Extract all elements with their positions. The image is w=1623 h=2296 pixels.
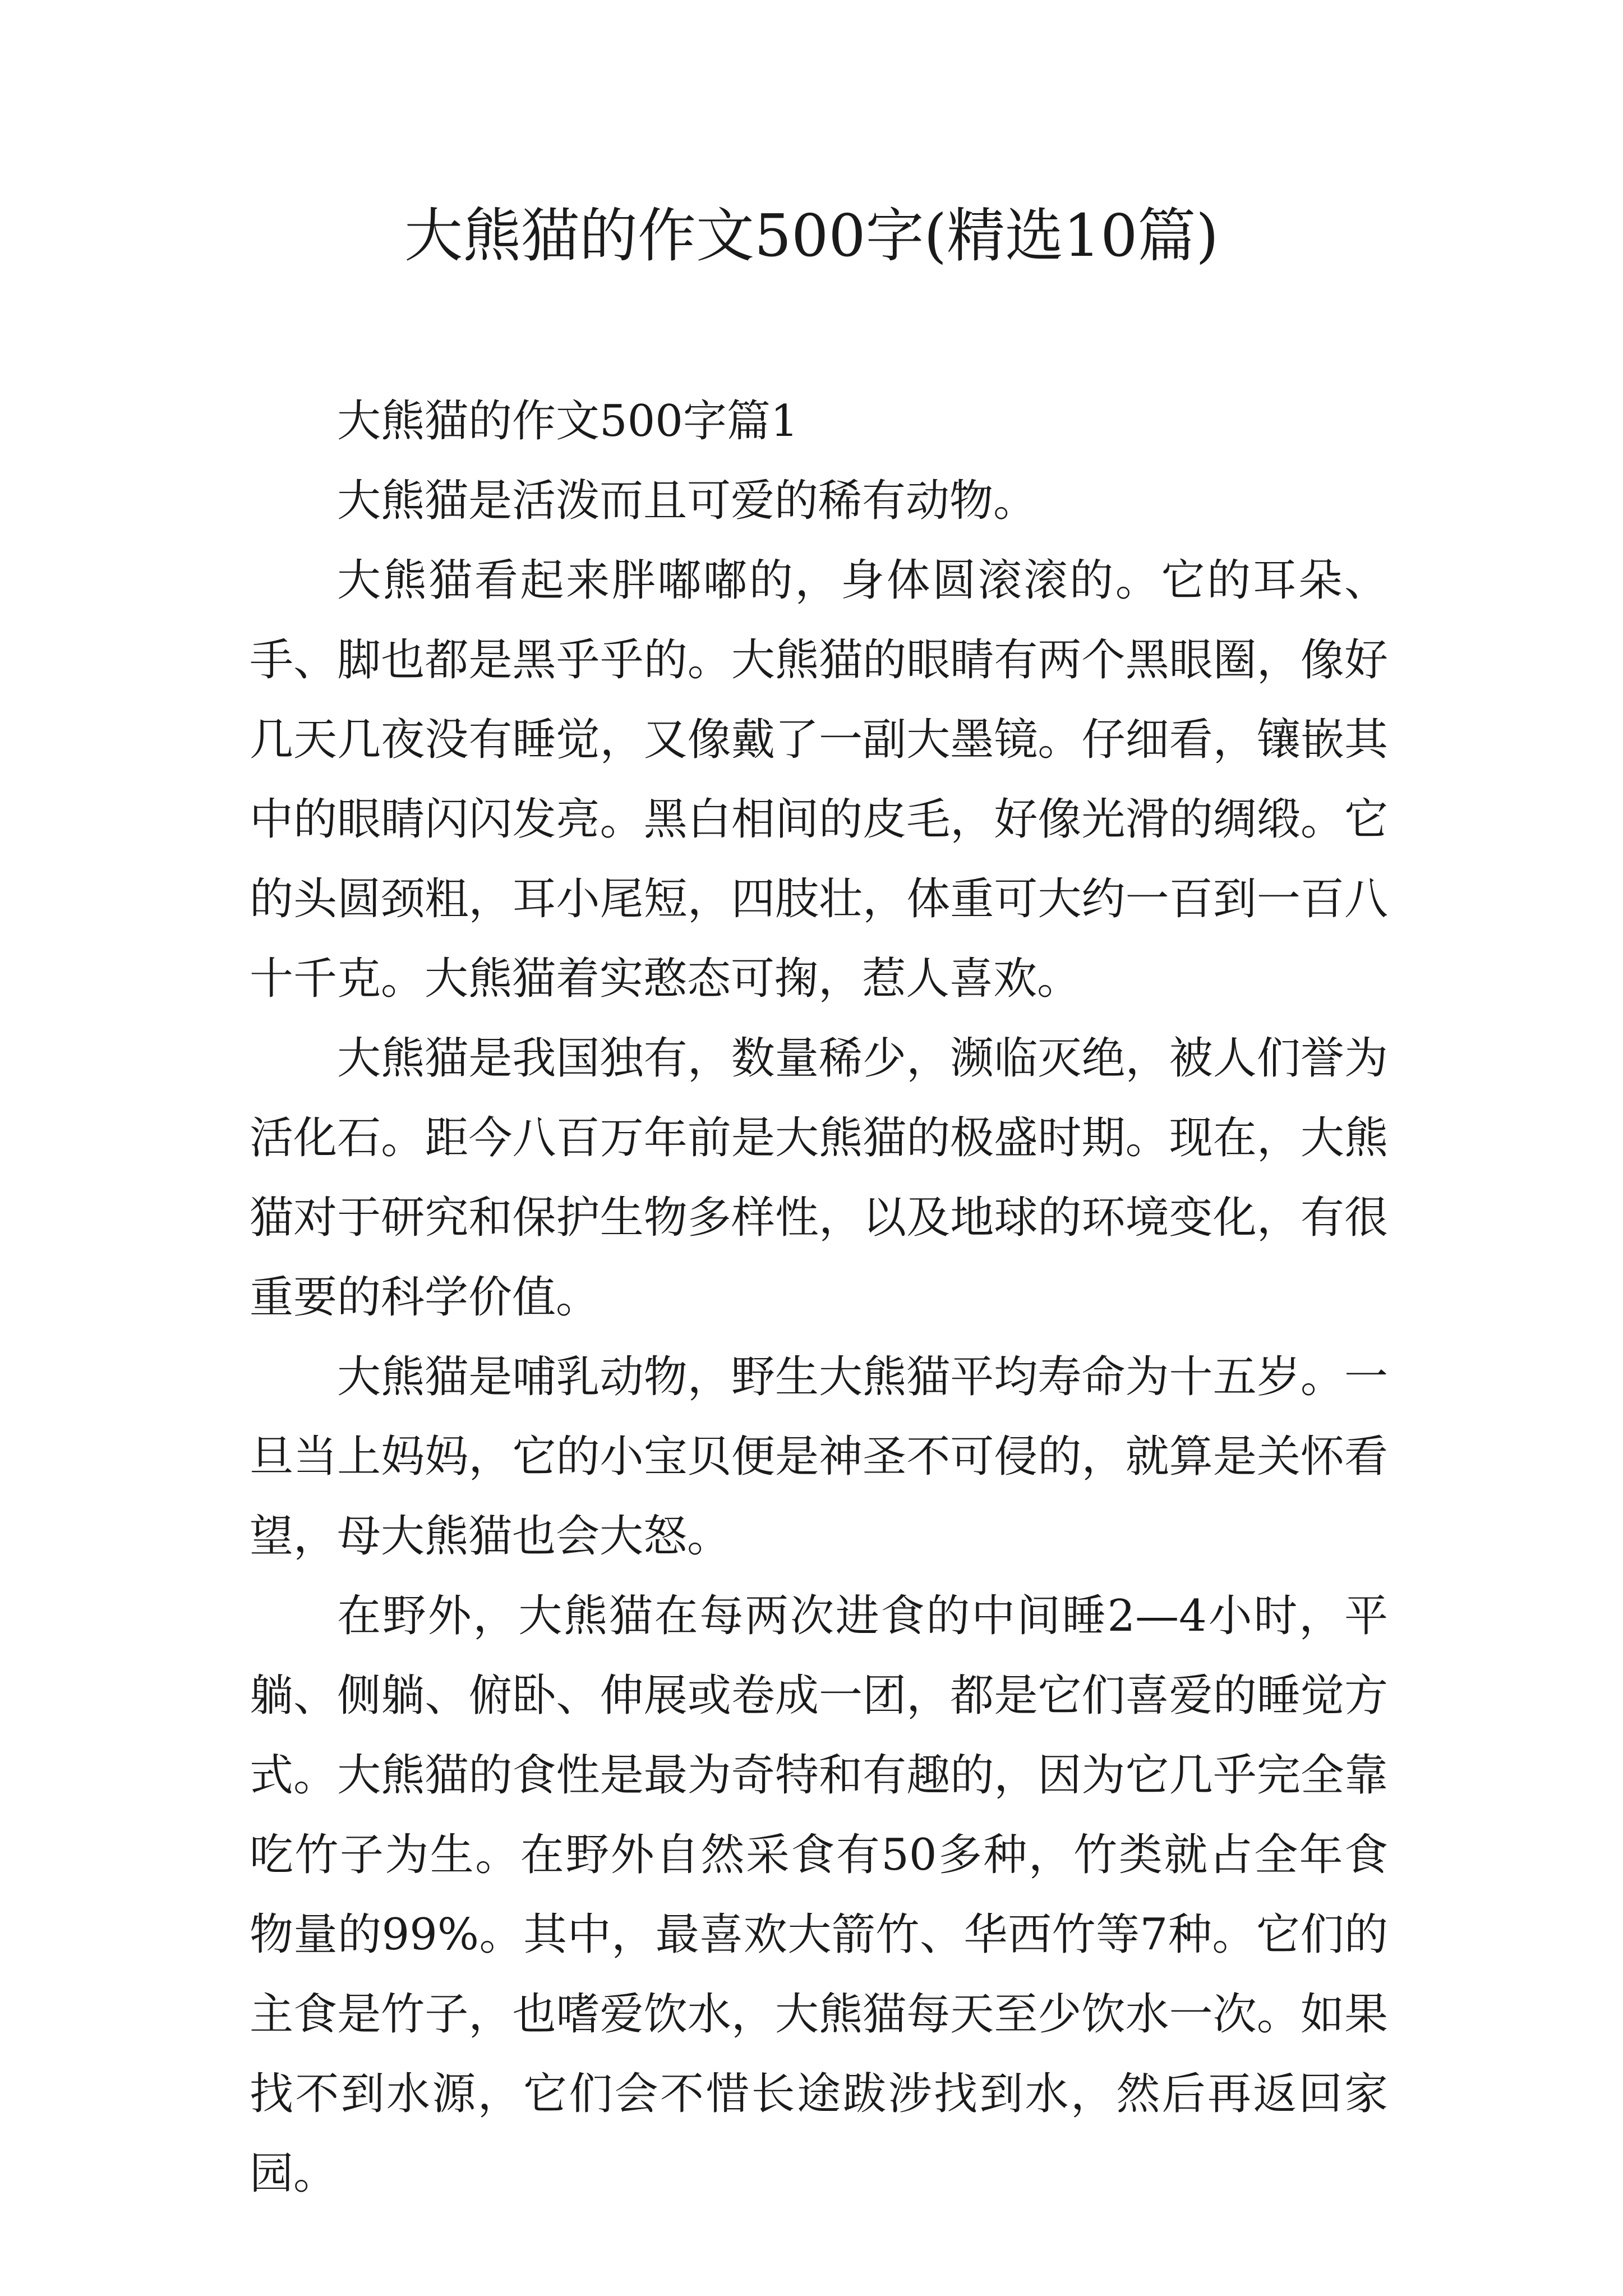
paragraph: 大熊猫是活泼而且可爱的稀有动物。 (337, 476, 1038, 526)
paragraph: 大熊猫是哺乳动物，野生大熊猫平均寿命为十五岁。一旦当上妈妈，它的小宝贝便是神圣不可侵的，就算是关怀看望，母大熊猫也会大怒。 (250, 1352, 1388, 1562)
paragraph: 在野外，大熊猫在每两次进食的中间睡2—4小时，平躺、侧躺、俯卧、伸展或卷成一团，都是它们喜爱的睡觉方式。大熊猫的食性是最为奇特和有趣的，因为它几乎完全靠吃竹子为生。在野外自然采食有50多种，竹类就占全年食物量的99%。其中，最喜欢大箭竹、华西竹等7种。它们的主食是竹子，也嗜爱饮水，大熊猫每天至少饮水一次。如果找不到水源，它们会不惜长途跋涉找到水，然后再返回家园。 (250, 1591, 1388, 2199)
document-body (250, 381, 1388, 2214)
document-title: 大熊猫的作文500字(精选10篇) (404, 201, 1219, 270)
paragraph: 大熊猫是我国独有，数量稀少，濒临灭绝，被人们誉为活化石。距今八百万年前是大熊猫的极盛时期。现在，大熊猫对于研究和保护生物多样性，以及地球的环境变化，有很重要的科学价值。 (250, 1033, 1388, 1323)
paragraph-heading: 大熊猫的作文500字篇1 (337, 396, 799, 447)
paragraph: 大熊猫看起来胖嘟嘟的，身体圆滚滚的。它的耳朵、手、脚也都是黑乎乎的。大熊猫的眼睛有两个黑眼圈，像好几天几夜没有睡觉，又像戴了一副大墨镜。仔细看，镶嵌其中的眼睛闪闪发亮。黑白相间的皮毛，好像光滑的绸缎。它的头圆颈粗，耳小尾短，四肢壮，体重可大约一百到一百八十千克。大熊猫着实憨态可掬，惹人喜欢。 (250, 555, 1388, 1004)
